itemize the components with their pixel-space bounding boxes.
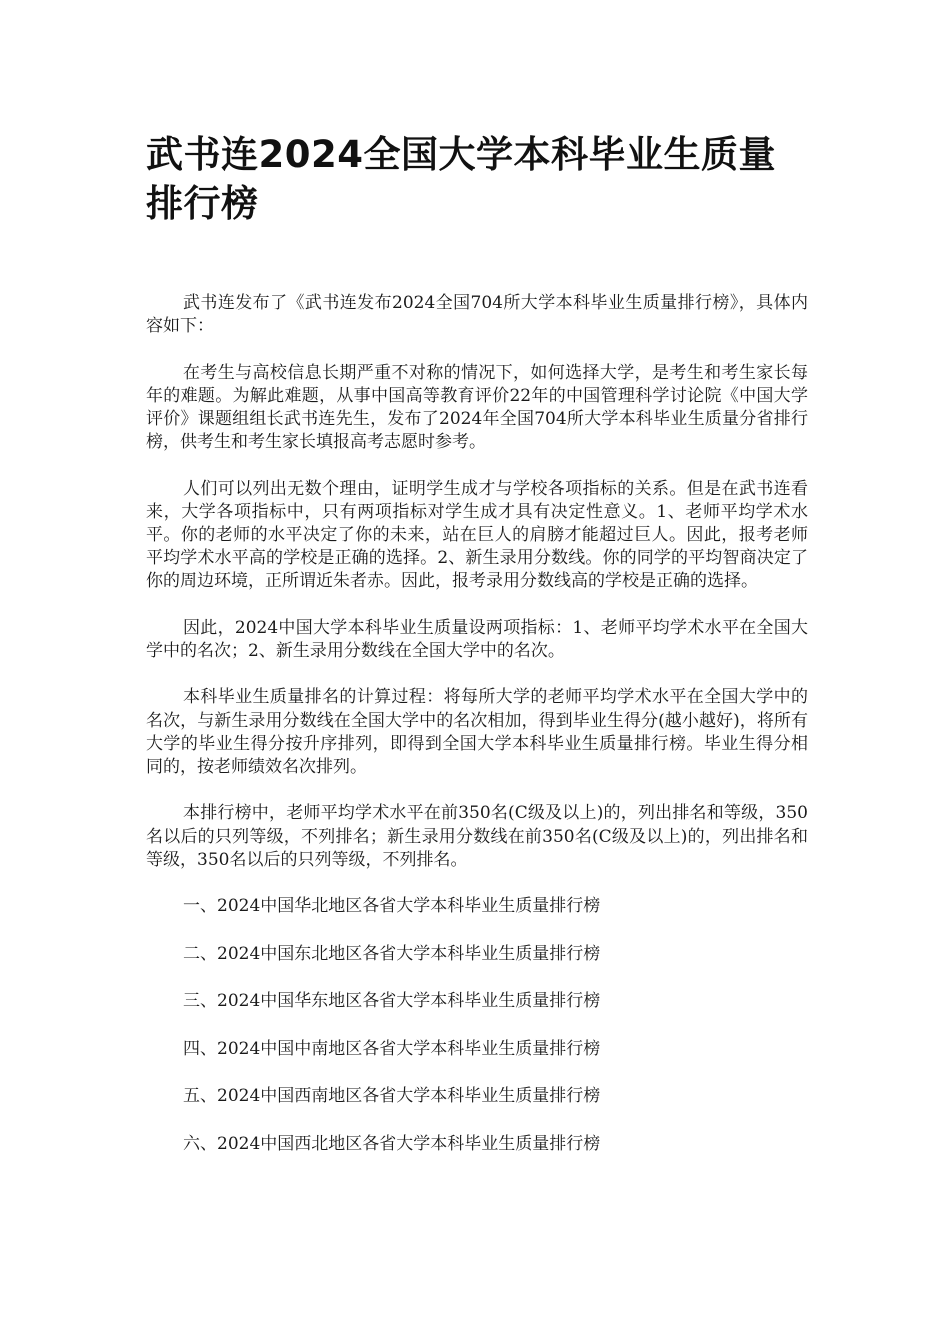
section-heading-southwest: 五、2024中国西南地区各省大学本科毕业生质量排行榜 [183,1086,601,1107]
section-heading-east-china: 三、2024中国华东地区各省大学本科毕业生质量排行榜 [183,991,601,1012]
reasoning-paragraph: 人们可以列出无数个理由，证明学生成才与学校各项指标的关系。但是在武书连看来，大学各项指标中，只有两项指标对学生成才具有决定性意义。1、老师平均学术水平。你的老师的水平决定了你的未来，站在巨人的肩膀才能超过巨人。因此，报考老师平均学术水平高的学校是正确的选择。2、新生录用分数线。你的同学的平均智商决定了你的周边环境，正所谓近朱者赤。因此，报考录用分数线高的学校是正确的选择。 [146,478,808,592]
calculation-paragraph: 本科毕业生质量排名的计算过程：将每所大学的老师平均学术水平在全国大学中的名次，与新生录用分数线在全国大学中的名次相加，得到毕业生得分(越小越好)，将所有大学的毕业生得分按升序排列，即得到全国大学本科毕业生质量排行榜。毕业生得分相同的，按老师绩效名次排列。 [146,687,808,777]
document-body [146,292,808,1180]
document-title: 武书连2024全国大学本科毕业生质量排行榜 [146,133,776,225]
ranking-rules-paragraph: 本排行榜中，老师平均学术水平在前350名(C级及以上)的，列出排名和等级，350名以后的只列等级，不列排名；新生录用分数线在前350名(C级及以上)的，列出排名和等级，350名以后的只列等级，不列排名。 [146,803,808,870]
section-heading-northwest: 六、2024中国西北地区各省大学本科毕业生质量排行榜 [183,1133,601,1154]
intro-paragraph: 武书连发布了《武书连发布2024全国704所大学本科毕业生质量排行榜》，具体内容如下： [146,293,808,337]
section-heading-central-south: 四、2024中国中南地区各省大学本科毕业生质量排行榜 [183,1038,601,1059]
section-heading-north-china: 一、2024中国华北地区各省大学本科毕业生质量排行榜 [183,896,601,917]
section-heading-northeast: 二、2024中国东北地区各省大学本科毕业生质量排行榜 [183,943,601,964]
background-paragraph: 在考生与高校信息长期严重不对称的情况下，如何选择大学，是考生和考生家长每年的难题。为解此难题，从事中国高等教育评价22年的中国管理科学讨论院《中国大学评价》课题组组长武书连先生，发布了2024年全国704所大学本科毕业生质量分省排行榜，供考生和考生家长填报高考志愿时参考。 [146,362,808,453]
indicators-paragraph: 因此，2024中国大学本科毕业生质量设两项指标：1、老师平均学术水平在全国大学中的名次；2、新生录用分数线在全国大学中的名次。 [146,617,808,661]
